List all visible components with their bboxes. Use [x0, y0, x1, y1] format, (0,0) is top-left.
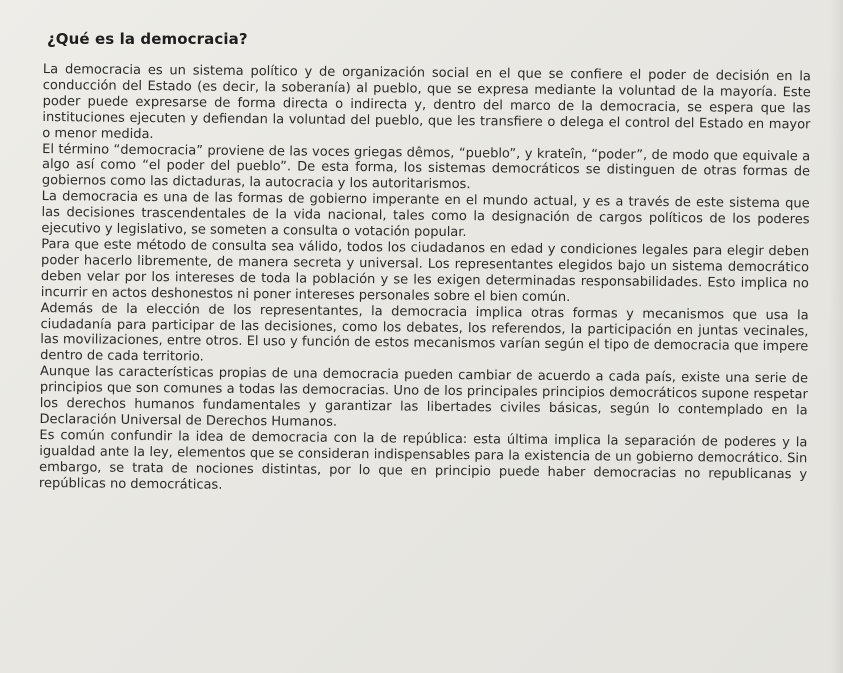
paragraph-voting: Para que este método de consulta sea válido, todos los ciudadanos en edad y condiciones legales para elegir deben poder hacerlo libremente, de manera secreta y universal. Los representantes elegidos bajo un sistema democrático deben velar por los intereses de toda la población y se les exigen determinadas responsabilidades. Esto implica no incurrir en actos deshonestos ni poner intereses personales sobre el bien común. — [40, 236, 810, 305]
document-body — [39, 62, 811, 499]
paragraph-definition: La democracia es un sistema político y de organización social en el que se confiere el poder de decisión en la conducción del Estado (es decir, la soberanía) al pueblo, que se expresa mediante la voluntad de la mayoría. Este poder puede expresarse de forma directa o indirecta y, dentro del marco de la democracia, se espera que las instituciones ejecuten y defiendan la voluntad del pueblo, que les transfiere o delega el control del Estado en mayor o menor medida. — [42, 62, 811, 142]
page-title: ¿Qué es la democracia? — [47, 30, 248, 48]
paragraph-etymology: El término “democracia” proviene de las voces griegas dêmos, “pueblo”, y krateîn, “poder”, de modo que equivale a algo así como “el poder del pueblo”. De esta forma, los sistemas democráticos se distinguen de otras formas de gobiernos como las dictaduras, la autocracia y los autoritarismos. — [41, 141, 811, 193]
page-edge-shadow — [829, 0, 843, 673]
paragraph-republic: Es común confundir la idea de democracia con la de república: esta última implica la separación de poderes y la igualdad ante la ley, elementos que se consideran indispensables para la existencia de un gobierno democrático. Sin embargo, se trata de nociones distintas, por lo que en principio puede haber democracias no republicanas y repúblicas no democráticas. — [38, 427, 808, 493]
paragraph-government-form: La democracia es una de las formas de gobierno imperante en el mundo actual, y es a través de este sistema que las decisiones trascendentales de la vida nacional, tales como la designación de cargos políticos de los poderes ejecutivo y legislativo, se someten a consulta o votación popular. — [41, 189, 810, 241]
paragraph-mechanisms: Además de la elección de los representantes, la democracia implica otras formas y mecanismos que usa la ciudadanía para participar de las decisiones, como los debates, los referendos, la participación en juntas vecinales, las movilizaciones, entre otros. El uso y función de estos mecanismos varían según el tipo de democracia que impere dentro de cada territorio. — [40, 300, 809, 365]
paragraph-principles: Aunque las características propias de una democracia pueden cambiar de acuerdo a cada país, existe una serie de principios que son comunes a todas las democracias. Uno de los principales principios democráticos supone respetar los derechos humanos fundamentales y garantizar las libertades civiles básicas, según lo contemplado en la Declaración Universal de Derechos Humanos. — [39, 364, 809, 430]
